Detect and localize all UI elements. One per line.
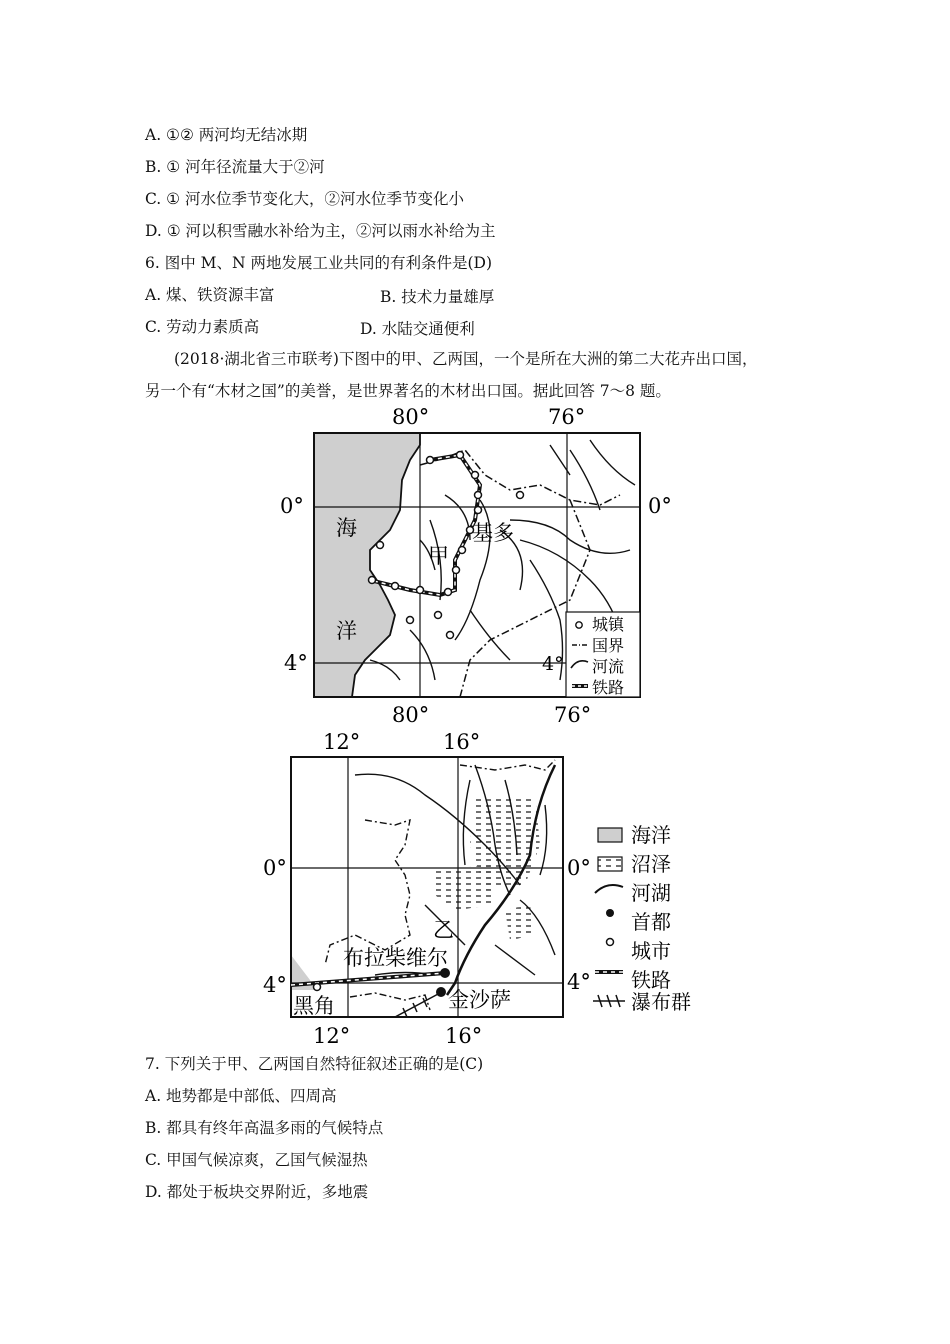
map2-lon-bottom-right: 16° — [445, 1024, 483, 1048]
map2-legend-railway: 铁路 — [631, 968, 671, 992]
map2-lat-left-bottom: 4° — [263, 973, 287, 997]
map2-lat-right-bottom: 4° — [567, 970, 591, 994]
q5-option-b: B. ① 河年径流量大于②河 — [145, 158, 325, 176]
intro-line-1: (2018·湖北省三市联考)下图中的甲、乙两国，一个是所在大洲的第二大花卉出口国， — [174, 350, 758, 368]
map2-lat-left-top: 0° — [263, 856, 287, 880]
map2-legend-waterfall: 瀑布群 — [631, 990, 691, 1014]
map-country-yi — [255, 725, 705, 1055]
map2-country-label: 乙 — [433, 918, 454, 942]
map2-lon-bottom-left: 12° — [313, 1024, 351, 1048]
q7-option-a: A. 地势都是中部低、四周高 — [145, 1087, 337, 1105]
map1-lon-bottom-right: 76° — [554, 703, 592, 727]
map2-city-pointe-noire: 黑角 — [293, 994, 335, 1018]
map2-lon-top-left: 12° — [323, 730, 361, 754]
map1-legend-town: 城镇 — [592, 615, 625, 634]
map1-lat-left-top: 0° — [280, 494, 304, 518]
map1-lon-bottom-left: 80° — [392, 703, 430, 727]
q6-option-c: C. 劳动力素质高 — [145, 318, 260, 336]
map1-legend-railway: 铁路 — [592, 678, 625, 697]
map2-legend-capital: 首都 — [631, 910, 671, 934]
q5-option-d: D. ① 河以积雪融水补给为主，②河以雨水补给为主 — [145, 222, 496, 240]
map2-city-kinshasa: 金沙萨 — [448, 988, 511, 1012]
intro-line-2: 另一个有“木材之国”的美誉，是世界著名的木材出口国。据此回答 7～8 题。 — [145, 382, 671, 400]
map2-legend-swamp: 沼泽 — [631, 852, 671, 876]
map1-lon-top-right: 76° — [548, 405, 586, 429]
map1-ocean-char-1: 海 — [336, 516, 357, 540]
q7-option-c: C. 甲国气候凉爽，乙国气候湿热 — [145, 1151, 368, 1169]
q6-option-a: A. 煤、铁资源丰富 — [145, 286, 275, 304]
q6-option-b: B. 技术力量雄厚 — [380, 288, 495, 306]
q7-option-b: B. 都具有终年高温多雨的气候特点 — [145, 1119, 384, 1137]
map1-country-label: 甲 — [428, 544, 449, 568]
map1-city-label: 基多 — [472, 521, 514, 545]
map1-lat-left-bottom: 4° — [284, 651, 308, 675]
q7-option-d: D. 都处于板块交界附近，多地震 — [145, 1183, 369, 1201]
map1-lon-top-left: 80° — [392, 405, 430, 429]
q6-option-d: D. 水陆交通便利 — [360, 320, 475, 338]
map1-ocean-char-2: 洋 — [336, 619, 357, 643]
map1-legend-border: 国界 — [592, 636, 625, 655]
map2-lon-top-right: 16° — [443, 730, 481, 754]
map2-legend-ocean: 海洋 — [631, 823, 671, 847]
map2-legend-river-lake: 河湖 — [631, 881, 671, 905]
q7-stem: 7. 下列关于甲、乙两国自然特征叙述正确的是(C) — [145, 1055, 484, 1073]
map2-legend-city: 城市 — [631, 939, 671, 963]
map1-lat-right-bottom: 4° — [542, 653, 564, 675]
map1-lat-right-top: 0° — [648, 494, 672, 518]
q5-option-c: C. ① 河水位季节变化大，②河水位季节变化小 — [145, 190, 464, 208]
map2-city-brazzaville: 布拉柴维尔 — [343, 946, 448, 970]
q5-option-a: A. ①② 两河均无结冰期 — [145, 126, 308, 144]
map1-legend-river: 河流 — [592, 657, 625, 676]
q6-stem: 6. 图中 M、N 两地发展工业共同的有利条件是(D) — [145, 254, 493, 272]
map2-lat-right-top: 0° — [567, 856, 591, 880]
map-country-jia — [270, 400, 690, 730]
